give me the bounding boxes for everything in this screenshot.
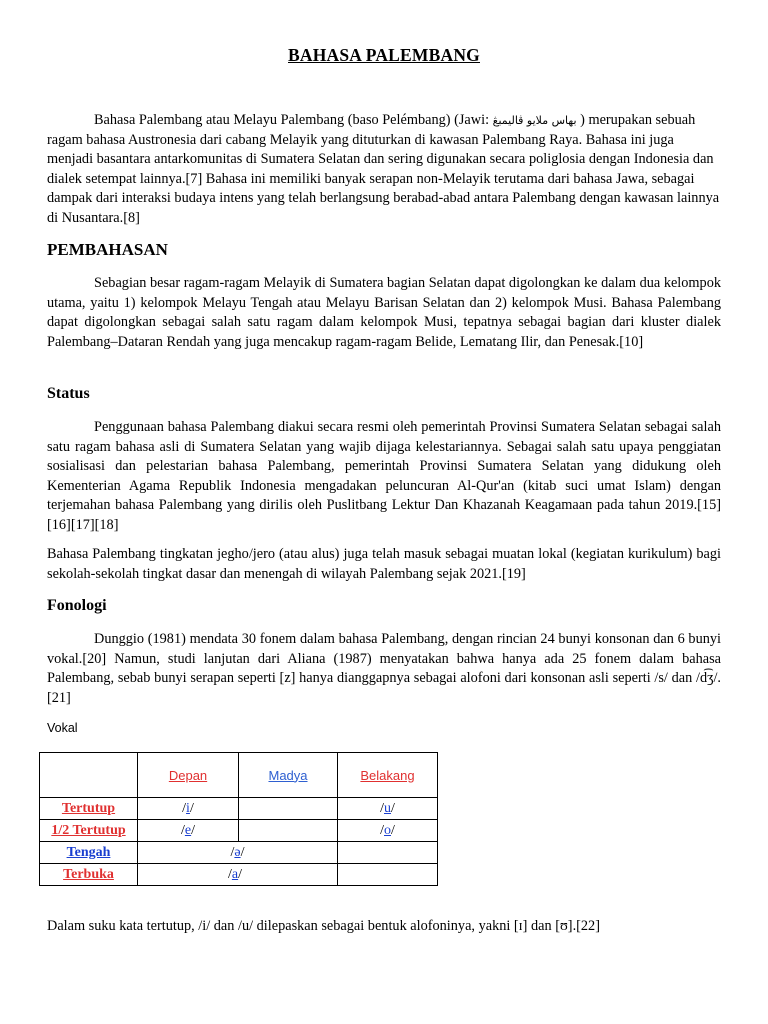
vokal-label: Vokal — [47, 721, 78, 735]
heading-pembahasan: PEMBAHASAN — [47, 240, 168, 259]
phoneme-link-i[interactable]: i — [186, 800, 190, 816]
vowel-table-corner — [40, 753, 138, 798]
cell-e: /e/ — [138, 820, 239, 842]
status-paragraph-2: Bahasa Palembang tingkatan jegho/jero (atau alus) juga telah masuk sebagai muatan lokal (kegiatan kurikulum) bagi sekolah-sekolah tingkat dasar dan menengah di wilayah Palembang sejak 2021.[19] — [47, 546, 721, 582]
cell-schwa: /ə/ — [138, 842, 338, 864]
header-madya[interactable]: Madya — [239, 753, 338, 798]
heading-fonologi: Fonologi — [47, 597, 107, 614]
fonologi-paragraph: Dunggio (1981) mendata 30 fonem dalam bahasa Palembang, dengan rincian 24 bunyi konsonan dan 6 bunyi vokal.[20] Namun, studi lanjutan dari Aliana (1987) menyatakan bahwa hanya ada 25 fonem dalam bahasa Palembang, sebab bunyi serapan seperti [z] hanya dianggapnya sebagai alofoni dari konsonan asli seperti /s/ dan /d͡ʒ/.[21] — [47, 631, 721, 706]
phoneme-link-schwa[interactable]: ə — [234, 844, 241, 860]
pembahasan-paragraph: Sebagian besar ragam-ragam Melayik di Sumatera bagian Selatan dapat digolongkan ke dalam dua kelompok utama, yaitu 1) kelompok Melayu Tengah atau Melayu Barisan Selatan dan 2) kelompok Musi. Bahasa Palembang dapat digolongkan sebagai salah satu ragam dalam kelompok Musi, tepatnya sebagai bagian dari kluster dialek Palembang–Dataran Rendah yang juga mencakup ragam-ragam Belide, Lematang Ilir, dan Penesak.[10] — [47, 275, 721, 350]
table-row — [40, 864, 438, 886]
cell-empty — [239, 798, 338, 820]
row-label-tertutup[interactable]: Tertutup — [40, 798, 138, 820]
row-label-tengah[interactable]: Tengah — [40, 842, 138, 864]
intro-text-before: Bahasa Palembang atau Melayu Palembang (baso Pelémbang) (Jawi: — [94, 112, 493, 128]
intro-text-after: ) merupakan sebuah ragam bahasa Austronesia dari cabang Melayik yang dituturkan di kawasan Palembang Raya. Bahasa ini juga menjadi basantara antarkomunitas di Sumatera Selatan dan sering digunakan secara poliglosia dengan Indonesia dan dialek setempat lainnya.[7] Bahasa ini memiliki banyak serapan non-Melayik terutama dari bahasa Jawa, sebagai dampak dari interaksi budaya intens yang telah berlangsung berabad-abad antara Palembang dengan kawasan lainnya di Nusantara.[8] — [47, 112, 720, 226]
vowel-table-header-row — [40, 753, 438, 798]
cell-empty — [338, 864, 438, 886]
cell-u: /u/ — [338, 798, 438, 820]
page-title: BAHASA PALEMBANG — [288, 45, 480, 65]
intro-paragraph — [47, 111, 721, 228]
phoneme-link-o[interactable]: o — [384, 822, 391, 838]
jawi-script: بهاس ملايو ڤاليمبڠ — [492, 114, 577, 127]
cell-empty — [338, 842, 438, 864]
table-row — [40, 820, 438, 842]
status-paragraph-1: Penggunaan bahasa Palembang diakui secara resmi oleh pemerintah Provinsi Sumatera Selatan sebagai salah satu ragam bahasa asli di Sumatera Selatan yang wajib dijaga kelestariannya. Sebagai salah satu upaya penggiatan sosialisasi dan pelestarian bahasa Palembang, pemerintah Provinsi Sumatera Selatan yang didukung oleh Kementerian Agama Republik Indonesia mengadakan peluncuran Al-Qur'an (kitab suci umat Islam) dengan terjemahan bahasa Palembang yang dirilis oleh Puslitbang Lektur Dan Khazanah Keagamaan pada tahun 2019.[15][16][17][18] — [47, 419, 721, 533]
cell-empty — [239, 820, 338, 842]
header-belakang[interactable]: Belakang — [338, 753, 438, 798]
closing-paragraph: Dalam suku kata tertutup, /i/ dan /u/ dilepaskan sebagai bentuk alofoninya, yakni [ɪ] dan [ʊ].[22] — [47, 918, 600, 934]
phoneme-link-a[interactable]: a — [231, 866, 239, 882]
header-depan[interactable]: Depan — [138, 753, 239, 798]
phoneme-link-u[interactable]: u — [384, 800, 391, 816]
phoneme-link-e[interactable]: e — [184, 822, 192, 838]
vowel-table — [39, 752, 438, 886]
table-row — [40, 842, 438, 864]
table-row — [40, 798, 438, 820]
row-label-half-tertutup[interactable]: 1/2 Tertutup — [40, 820, 138, 842]
cell-i: /i/ — [138, 798, 239, 820]
heading-status: Status — [47, 385, 90, 402]
row-label-terbuka[interactable]: Terbuka — [40, 864, 138, 886]
cell-o: /o/ — [338, 820, 438, 842]
cell-a: /a/ — [138, 864, 338, 886]
